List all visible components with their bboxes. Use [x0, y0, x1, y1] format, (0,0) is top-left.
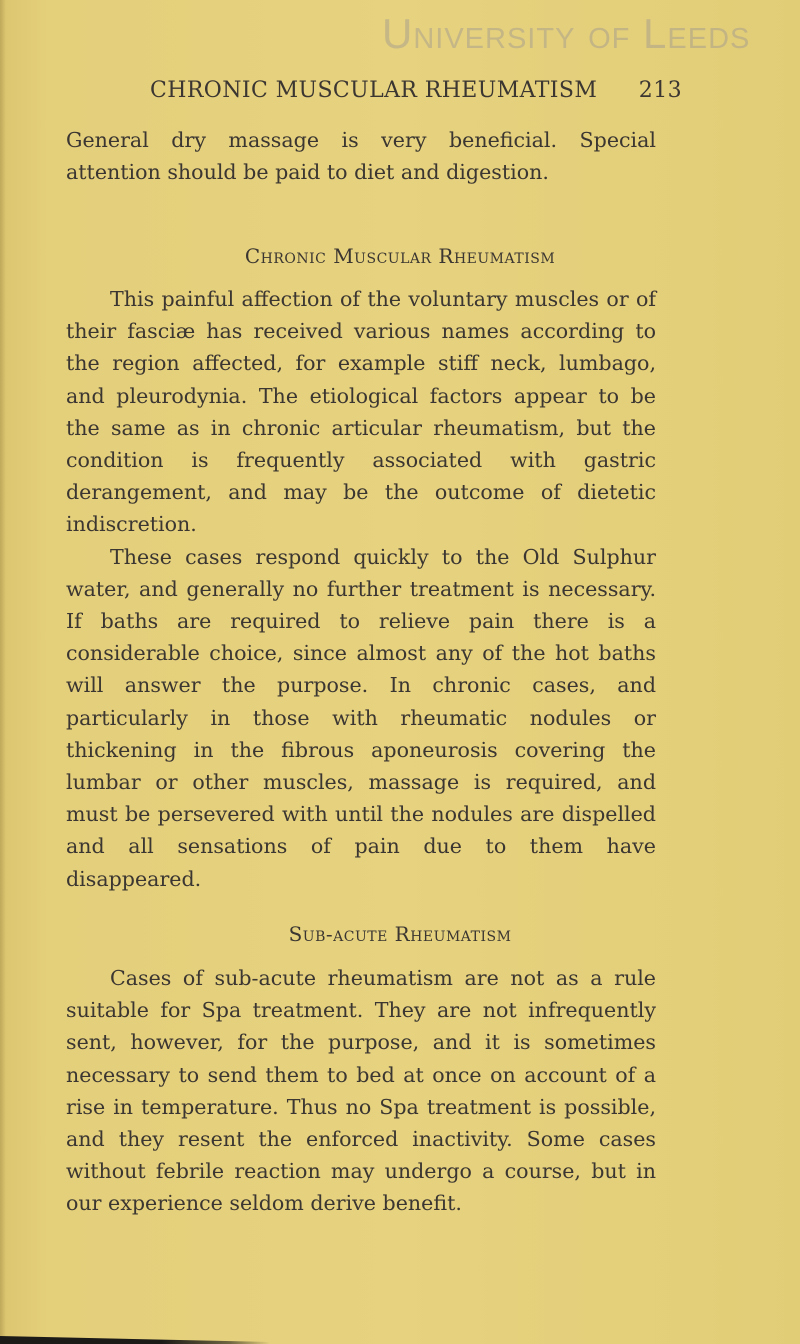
- page-number: 213: [638, 78, 682, 103]
- page-bottom-shadow: [0, 1334, 270, 1344]
- section-heading-sub-acute-rheumatism: Sub-acute Rheumatism: [288, 922, 512, 946]
- section-heading-chronic-muscular-rheumatism: Chronic Muscular Rheumatism: [244, 244, 556, 268]
- running-head-title: CHRONIC MUSCULAR RHEUMATISM: [150, 78, 598, 103]
- intro-block: [66, 124, 656, 188]
- intro-paragraph: General dry massage is very beneficial. Special attention should be paid to diet and digestion.: [66, 128, 656, 185]
- running-head: [150, 78, 682, 103]
- section-subacute-body: [66, 962, 656, 1220]
- paragraph: Cases of sub-acute rheumatism are not as a rule suitable for Spa treatment. They are not infrequently sent, however, for the purpose, and it is sometimes necessary to send them to bed at once on account of a rise in temperature. Thus no Spa treatment is possible, and they resent the enforced inactivity. Some cases without febrile reaction may undergo a course, but in our experience seldom derive benefit.: [66, 966, 656, 1216]
- page-edge-shading: [0, 0, 6, 1344]
- section-chronic-body: [66, 283, 656, 895]
- paragraph: These cases respond quickly to the Old Sulphur water, and generally no further treatment is necessary. If baths are required to relieve pain there is a considerable choice, since almost any of the hot baths will answer the purpose. In chronic cases, and particularly in those with rheumatic nodules or thickening in the fibrous aponeurosis covering the lumbar or other muscles, massage is required, and must be persevered with until the nodules are dispelled and all sensations of pain due to them have disappeared.: [66, 544, 656, 891]
- library-stamp: University of Leeds: [382, 10, 751, 57]
- paragraph: This painful affection of the voluntary muscles or of their fasciæ has received various names according to the region affected, for example stiff neck, lumbago, and pleurodynia. The etiological factors appear to be the same as in chronic articular rheumatism, but the condition is frequently associated with gastric derangement, and may be the outcome of dietetic indiscretion.: [66, 287, 656, 537]
